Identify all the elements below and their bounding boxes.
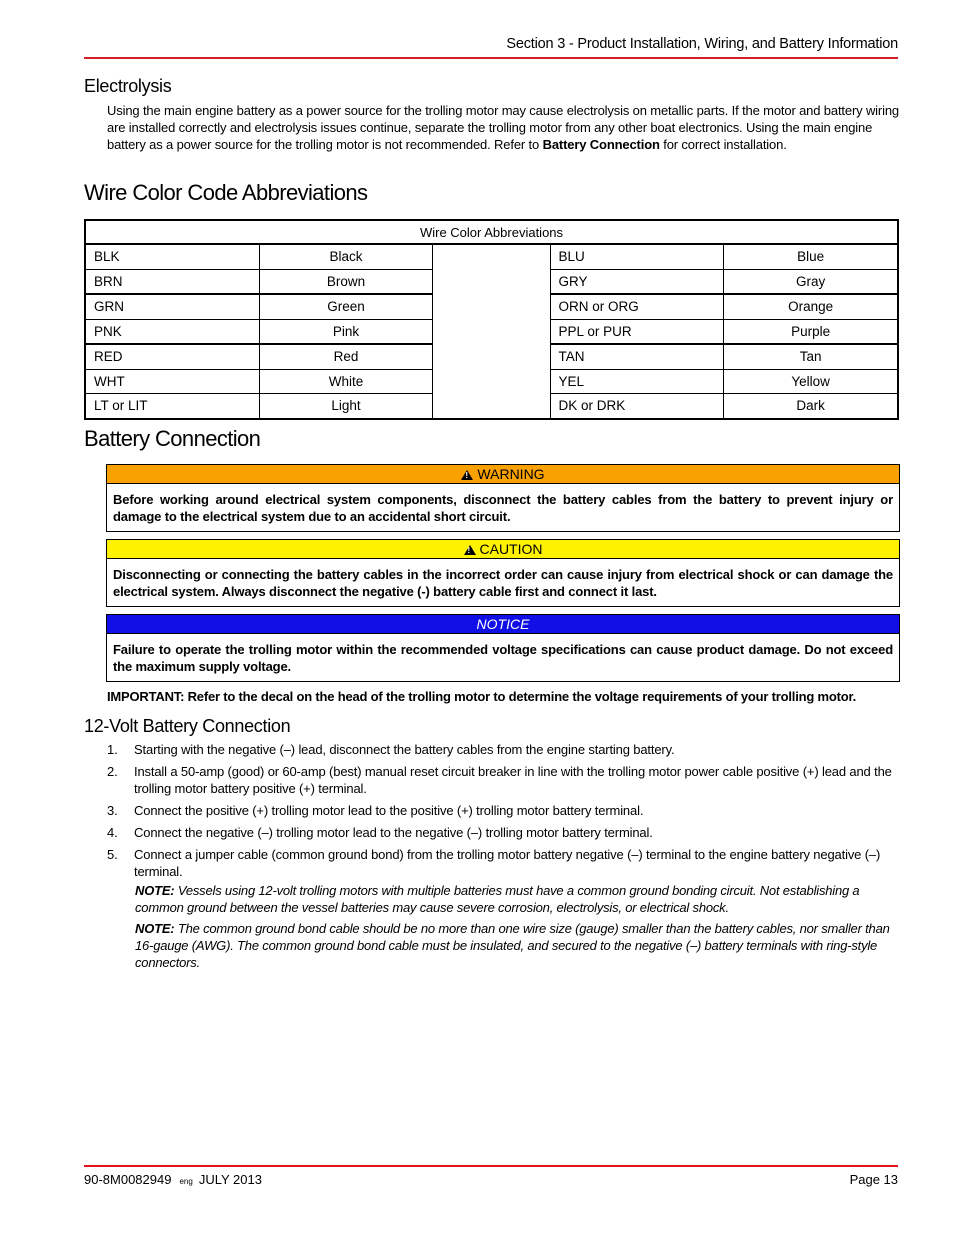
caution-text: Disconnecting or connecting the battery cables in the incorrect order can cause injury from electrical shock or can damage the electrical system. Always disconnect the negative (-) battery cable first and connect it last. bbox=[113, 567, 893, 599]
page-number: Page 13 bbox=[849, 1172, 898, 1187]
list-item: 1. Starting with the negative (–) lead, disconnect the battery cables from the engine starting battery. bbox=[107, 742, 675, 757]
battery-connection-heading: Battery Connection bbox=[84, 426, 261, 451]
note-1: NOTE: Vessels using 12-volt trolling motors with multiple batteries must have a common ground bonding circuit. Not establishing a common ground between the vessel batteries may cause severe corrosion, electrolysis, or electrical shock. bbox=[135, 883, 860, 915]
table-gap bbox=[433, 244, 550, 419]
page-footer bbox=[84, 1165, 898, 1191]
electrolysis-heading: Electrolysis bbox=[84, 76, 172, 96]
page-header bbox=[84, 36, 898, 59]
wire-color-heading: Wire Color Code Abbreviations bbox=[84, 180, 368, 205]
caution-header: !CAUTION bbox=[107, 540, 899, 559]
caution-box bbox=[106, 539, 900, 607]
table-row: BLK Black BLU Blue bbox=[85, 244, 898, 269]
note-2: NOTE: The common ground bond cable should be no more than one wire size (gauge) smaller than the battery cables, nor smaller than 16-gauge (AWG). The common ground bond cable must be insulated, and secured to the negative (–) battery terminals with ring-style connectors. bbox=[135, 921, 890, 970]
warning-triangle-icon bbox=[461, 470, 473, 480]
warning-box bbox=[106, 464, 900, 532]
list-item: 4. Connect the negative (–) trolling motor lead to the negative (–) trolling motor battery terminal. bbox=[107, 825, 653, 840]
warning-text: Before working around electrical system components, disconnect the battery cables from the battery to prevent injury or damage to the electrical system due to an accidental short circuit. bbox=[113, 492, 893, 524]
table-row: PNK Pink PPL or PUR Purple bbox=[85, 319, 898, 344]
notice-header: NOTICE bbox=[107, 615, 899, 634]
battery-connection-reference: Battery Connection bbox=[542, 137, 660, 152]
section-title: Section 3 - Product Installation, Wiring, and Battery Information bbox=[506, 36, 898, 52]
twelve-volt-heading: 12-Volt Battery Connection bbox=[84, 716, 291, 736]
publish-date: JULY 2013 bbox=[198, 1172, 262, 1187]
warning-header: !WARNING bbox=[107, 465, 899, 484]
list-item: 2. Install a 50-amp (good) or 60-amp (best) manual reset circuit breaker in line with the trolling motor power cable positive (+) lead and the trolling motor battery positive (+) terminal. bbox=[107, 764, 892, 796]
important-note: IMPORTANT: Refer to the decal on the head of the trolling motor to determine the voltage requirements of your trolling motor. bbox=[107, 689, 857, 704]
list-item: 3. Connect the positive (+) trolling motor lead to the positive (+) trolling motor battery terminal. bbox=[107, 803, 644, 818]
notice-text: Failure to operate the trolling motor within the recommended voltage specifications can cause product damage. Do not exceed the maximum supply voltage. bbox=[113, 642, 893, 674]
wire-color-table bbox=[84, 219, 899, 420]
table-row: BRN Brown GRY Gray bbox=[85, 269, 898, 294]
table-row: LT or LIT Light DK or DRK Dark bbox=[85, 394, 898, 419]
steps-list bbox=[107, 741, 899, 885]
language-code: eng bbox=[179, 1177, 193, 1186]
table-row: GRN Green ORN or ORG Orange bbox=[85, 294, 898, 319]
table-row: RED Red TAN Tan bbox=[85, 344, 898, 369]
doc-number: 90-8M0082949 bbox=[84, 1172, 172, 1187]
table-row: WHT White YEL Yellow bbox=[85, 369, 898, 394]
warning-triangle-icon bbox=[464, 545, 476, 555]
electrolysis-paragraph: Using the main engine battery as a power source for the trolling motor may cause electrolysis on metallic parts. If the motor and battery wiring are installed correctly and electrolysis issues continue, separate the trolling motor from any other boat electronics. Using the main engine battery as a power source for the trolling motor is not recommended. Refer to Battery Connection for correct installation. bbox=[107, 103, 899, 152]
list-item: 5. Connect a jumper cable (common ground bond) from the trolling motor battery negative (–) terminal to the engine battery negative (–) terminal. bbox=[107, 847, 881, 879]
table-title: Wire Color Abbreviations bbox=[85, 220, 898, 244]
notice-box bbox=[106, 614, 900, 682]
